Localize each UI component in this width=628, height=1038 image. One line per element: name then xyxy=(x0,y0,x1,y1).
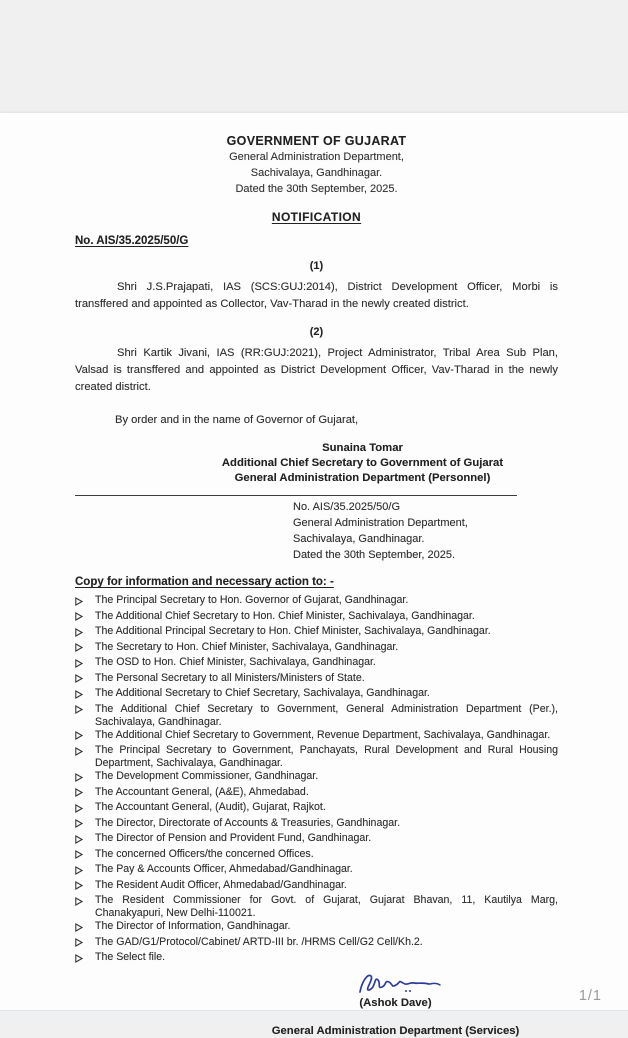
list-item: The Pay & Accounts Officer, Ahmedabad/Gandhinagar. xyxy=(75,863,558,879)
page-indicator: 1/1 xyxy=(578,988,602,1004)
list-item: The GAD/G1/Protocol/Cabinet/ ARTD-III br. /HRMS Cell/G2 Cell/Kh.2. xyxy=(75,936,558,952)
order-2-number: (2) xyxy=(309,326,324,338)
signature-title-2: General Administration Department (Services) xyxy=(271,1024,520,1037)
arrowhead-bullet-icon xyxy=(75,817,95,833)
arrowhead-bullet-icon xyxy=(75,786,95,802)
endorsement-date: Dated the 30th September, 2025. xyxy=(293,549,456,561)
list-item: The Secretary to Hon. Chief Minister, Sachivalaya, Gandhinagar. xyxy=(75,641,558,657)
endorsement-place: Sachivalaya, Gandhinagar. xyxy=(293,533,425,545)
arrowhead-bullet-icon xyxy=(75,879,95,895)
arrowhead-bullet-icon xyxy=(75,801,95,817)
arrowhead-bullet-icon xyxy=(75,848,95,864)
list-item: The OSD to Hon. Chief Minister, Sachivalaya, Gandhinagar. xyxy=(75,656,558,672)
arrowhead-bullet-icon xyxy=(75,729,95,745)
notification-title: NOTIFICATION xyxy=(271,210,362,224)
arrowhead-bullet-icon xyxy=(75,703,95,719)
list-item: The concerned Officers/the concerned Offices. xyxy=(75,848,558,864)
signature-name: (Ashok Dave) xyxy=(359,996,432,1009)
arrowhead-bullet-icon xyxy=(75,610,95,626)
date-line: Dated the 30th September, 2025. xyxy=(235,183,398,195)
list-item: The Additional Secretary to Chief Secretary, Sachivalaya, Gandhinagar. xyxy=(75,687,558,703)
signature-block xyxy=(154,969,628,1038)
viewer-bottom-band xyxy=(0,1010,628,1025)
arrowhead-bullet-icon xyxy=(75,920,95,936)
arrowhead-bullet-icon xyxy=(75,770,95,786)
list-item: The Director of Pension and Provident Fund, Gandhinagar. xyxy=(75,832,558,848)
signatory-title-2: General Administration Department (Personnel) xyxy=(234,472,491,484)
list-item: The Additional Principal Secretary to Hon. Chief Minister, Sachivalaya, Gandhinagar. xyxy=(75,625,558,641)
arrowhead-bullet-icon xyxy=(75,594,95,610)
list-item: The Additional Chief Secretary to Hon. Chief Minister, Sachivalaya, Gandhinagar. xyxy=(75,610,558,626)
signatory-block xyxy=(121,441,604,486)
document-content xyxy=(0,113,628,1038)
list-item: The Resident Audit Officer, Ahmedabad/Gandhinagar. xyxy=(75,879,558,895)
place-line: Sachivalaya, Gandhinagar. xyxy=(250,167,383,179)
list-item: The Principal Secretary to Government, Panchayats, Rural Development and Rural Housing Department, Sachivalaya, Gandhinagar. xyxy=(75,744,558,770)
endorsement-block xyxy=(293,499,558,563)
by-order-line: By order and in the name of Governor of Gujarat, xyxy=(115,414,359,426)
list-item: The Director of Information, Gandhinagar. xyxy=(75,920,558,936)
document-page xyxy=(0,113,628,1037)
arrowhead-bullet-icon xyxy=(75,656,95,672)
list-item: The Additional Chief Secretary to Government, Revenue Department, Sachivalaya, Gandhinagar. xyxy=(75,729,558,745)
government-name: GOVERNMENT OF GUJARAT xyxy=(226,134,407,148)
arrowhead-bullet-icon xyxy=(75,894,95,910)
signatory-name: Sunaina Tomar xyxy=(322,442,403,454)
arrowhead-bullet-icon xyxy=(75,744,95,760)
list-item: The Resident Commissioner for Govt. of Gujarat, Gujarat Bhavan, 11, Kautilya Marg, Chanakyapuri, New Delhi-110021. xyxy=(75,894,558,920)
list-item: The Accountant General, (Audit), Gujarat, Rajkot. xyxy=(75,801,558,817)
arrowhead-bullet-icon xyxy=(75,687,95,703)
separator-line xyxy=(75,495,517,496)
order-2-text: Shri Kartik Jivani, IAS (RR:GUJ:2021), Project Administrator, Tribal Area Sub Plan, Valsad is transffered and appointed as District Development Officer, Vav-Tharad in the newly created district. xyxy=(75,347,558,393)
arrowhead-bullet-icon xyxy=(75,832,95,848)
list-item: The Personal Secretary to all Ministers/Ministers of State. xyxy=(75,672,558,688)
letterhead xyxy=(75,133,558,197)
arrowhead-bullet-icon xyxy=(75,672,95,688)
list-item: The Additional Chief Secretary to Government, General Administration Department (Per.), Sachivalaya, Gandhinagar. xyxy=(75,703,558,729)
endorsement-dept: General Administration Department, xyxy=(293,517,468,529)
department-line: General Administration Department, xyxy=(229,151,404,163)
viewer-top-band xyxy=(0,0,628,113)
arrowhead-bullet-icon xyxy=(75,951,95,967)
order-1-text: Shri J.S.Prajapati, IAS (SCS:GUJ:2014), District Development Officer, Morbi is transffered and appointed as Collector, Vav-Tharad in the newly created district. xyxy=(75,281,558,310)
list-item: The Accountant General, (A&E), Ahmedabad. xyxy=(75,786,558,802)
arrowhead-bullet-icon xyxy=(75,936,95,952)
arrowhead-bullet-icon xyxy=(75,641,95,657)
copy-section-heading: Copy for information and necessary action to: - xyxy=(75,576,334,588)
list-item: The Principal Secretary to Hon. Governor of Gujarat, Gandhinagar. xyxy=(75,594,558,610)
signatory-title-1: Additional Chief Secretary to Government of Gujarat xyxy=(221,457,504,469)
arrowhead-bullet-icon xyxy=(75,625,95,641)
copy-recipient-list xyxy=(75,594,558,967)
reference-number: No. AIS/35.2025/50/G xyxy=(75,235,189,247)
endorsement-ref: No. AIS/35.2025/50/G xyxy=(293,501,401,513)
list-item: The Select file. xyxy=(75,951,558,967)
arrowhead-bullet-icon xyxy=(75,863,95,879)
handwritten-signature xyxy=(346,969,446,999)
order-1-number: (1) xyxy=(309,260,324,272)
list-item: The Development Commissioner, Gandhinagar. xyxy=(75,770,558,786)
list-item: The Director, Directorate of Accounts & Treasuries, Gandhinagar. xyxy=(75,817,558,833)
